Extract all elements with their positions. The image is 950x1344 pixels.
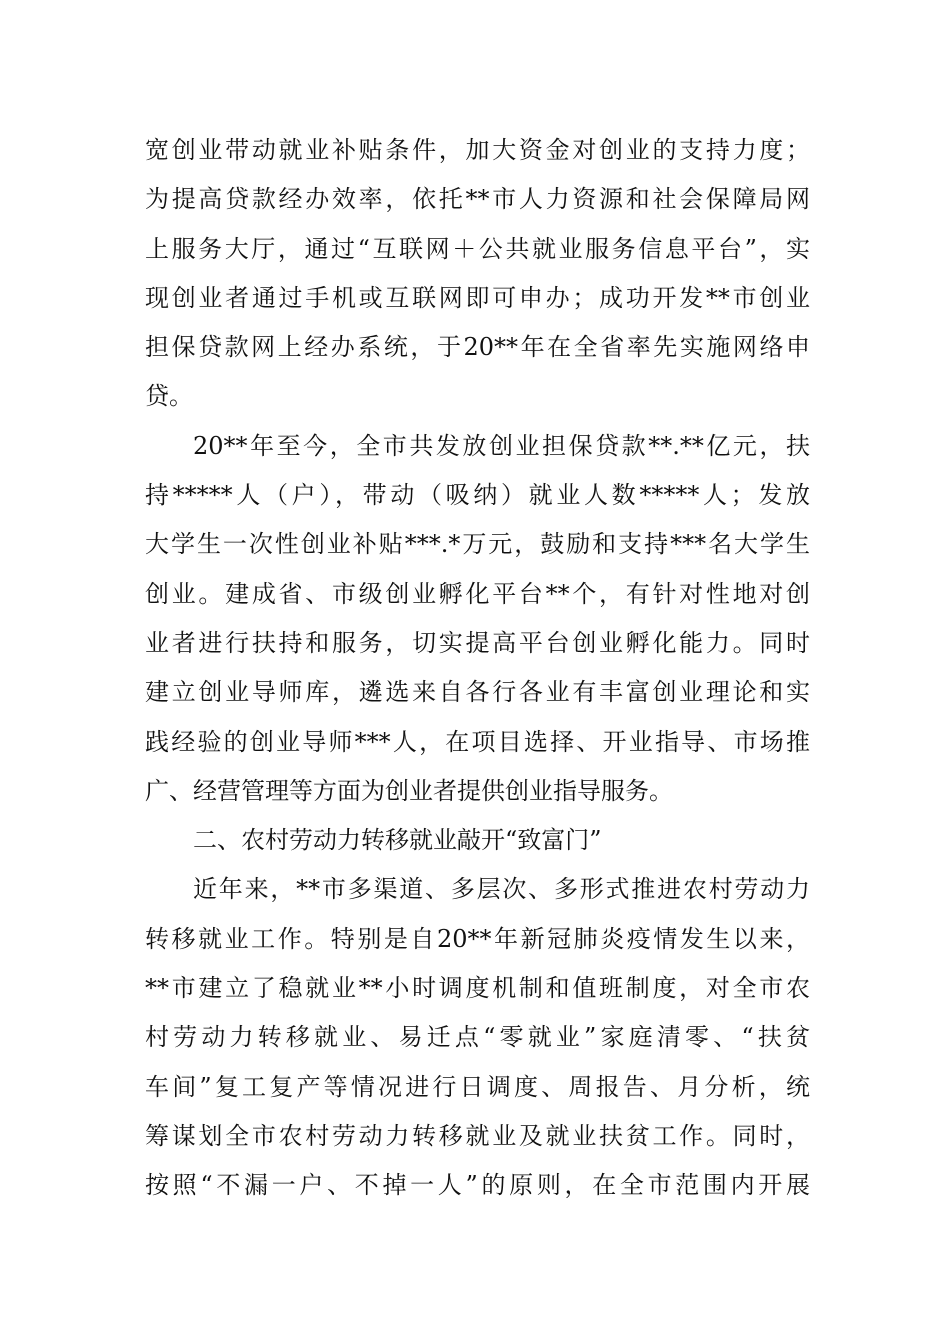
paragraph-line: **市建立了稳就业**小时调度机制和值班制度，对全市农 <box>145 974 810 1003</box>
paragraph-line: 持*****人（户），带动（吸纳）就业人数*****人；发放 <box>145 481 810 510</box>
paragraph-line: 按照“不漏一户、不掉一人”的原则，在全市范围内开展 <box>145 1171 810 1200</box>
paragraph-line: 车间”复工复产等情况进行日调度、周报告、月分析，统 <box>145 1072 810 1101</box>
paragraph-line: 现创业者通过手机或互联网即可申办；成功开发**市创业 <box>145 283 810 312</box>
section-heading: 二、农村劳动力转移就业敲开“致富门” <box>193 826 602 855</box>
paragraph-line: 近年来，**市多渠道、多层次、多形式推进农村劳动力 <box>193 875 810 904</box>
paragraph-line: 转移就业工作。特别是自20**年新冠肺炎疫情发生以来， <box>145 924 810 953</box>
paragraph-line: 筹谋划全市农村劳动力转移就业及就业扶贫工作。同时， <box>145 1121 810 1150</box>
document-body <box>145 126 810 1211</box>
paragraph-line: 担保贷款网上经办系统，于20**年在全省率先实施网络申 <box>145 333 810 362</box>
paragraph-line: 上服务大厅，通过“互联网＋公共就业服务信息平台”，实 <box>145 234 810 263</box>
paragraph-line: 村劳动力转移就业、易迁点“零就业”家庭清零、“扶贫 <box>145 1023 810 1052</box>
paragraph-line: 业者进行扶持和服务，切实提高平台创业孵化能力。同时 <box>145 628 810 657</box>
paragraph-line: 践经验的创业导师***人，在项目选择、开业指导、市场推 <box>145 727 810 756</box>
paragraph-line: 广、经营管理等方面为创业者提供创业指导服务。 <box>145 776 673 805</box>
paragraph-line: 大学生一次性创业补贴***.*万元，鼓励和支持***名大学生 <box>145 530 810 559</box>
paragraph-line: 建立创业导师库，遴选来自各行各业有丰富创业理论和实 <box>145 678 810 707</box>
paragraph-line: 创业。建成省、市级创业孵化平台**个，有针对性地对创 <box>145 579 810 608</box>
paragraph-line: 贷。 <box>145 382 193 411</box>
paragraph-line: 20**年至今，全市共发放创业担保贷款**.**亿元，扶 <box>193 431 810 460</box>
paragraph-line: 宽创业带动就业补贴条件，加大资金对创业的支持力度； <box>145 136 810 164</box>
paragraph-line: 为提高贷款经办效率，依托**市人力资源和社会保障局网 <box>145 185 810 214</box>
